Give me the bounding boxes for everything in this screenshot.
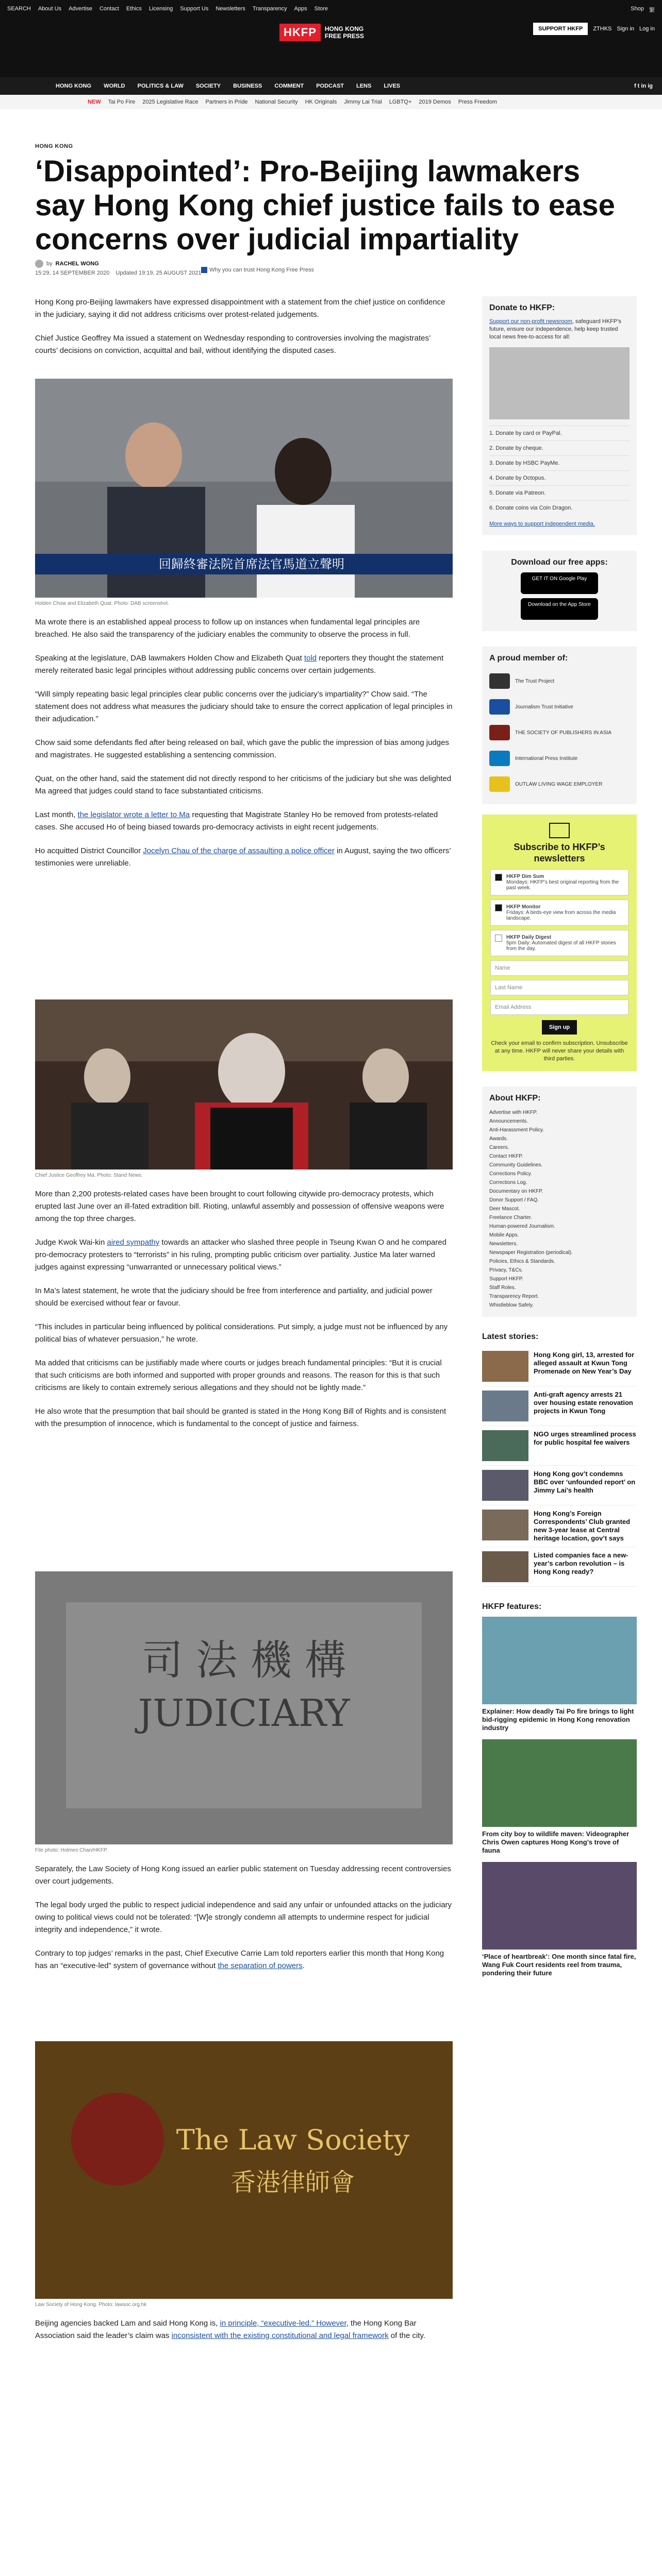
apps-card <box>482 551 637 631</box>
about-link[interactable]: Newspaper Registration (periodical). <box>489 1250 573 1256</box>
byline <box>35 260 201 276</box>
story-thumbnail[interactable] <box>482 1551 528 1582</box>
latest-stories <box>482 1332 637 1587</box>
about-link[interactable]: Corrections Policy. <box>489 1171 532 1177</box>
member-card <box>482 647 637 804</box>
feature-item[interactable] <box>482 1739 637 1855</box>
nav-item[interactable]: BUSINESS <box>233 83 262 89</box>
nav-item[interactable]: POLITICS & LAW <box>137 83 184 89</box>
story-thumbnail[interactable] <box>482 1470 528 1501</box>
paragraph: Hong Kong pro-Beijing lawmakers have expressed disappointment with a statement from the chief justice on confidence in the judiciary, saying it did not address criticisms over protest-related judgements. <box>35 298 445 319</box>
newsletter-title: Subscribe to HKFP’s newsletters <box>514 842 605 863</box>
about-link[interactable]: Support HKFP. <box>489 1276 523 1282</box>
about-card <box>482 1087 637 1317</box>
latest-story[interactable] <box>482 1505 637 1547</box>
donate-option[interactable]: 4. Donate by Octopus. <box>489 470 630 485</box>
trending-bar <box>0 95 662 109</box>
story-title[interactable]: Listed companies face a new-year’s carbon revolution – is Hong Kong ready? <box>534 1551 628 1575</box>
member-logo-icon <box>489 699 510 715</box>
executive-led-link[interactable]: in principle, “executive-led.” However <box>220 2319 346 2328</box>
newsletter-desc: Fridays: A birds-eye view from across the media landscape. <box>506 910 616 921</box>
member-item[interactable] <box>489 745 630 771</box>
nav-item[interactable]: COMMENT <box>274 83 304 89</box>
trending-item[interactable]: National Security <box>255 99 298 105</box>
shop-link[interactable]: Shop <box>631 6 644 12</box>
paragraph: Speaking at the legislature, DAB lawmakers Holden Chow and Elizabeth Quat told reporters they thought the statement merely reiterated basic legal principles without addressing public concerns over certain judgements. <box>35 654 444 675</box>
photo-caption-1: Holden Chow and Elizabeth Quat. Photo: DAB screenshot. <box>35 601 170 606</box>
sign-in-link[interactable]: Sign in <box>617 26 635 32</box>
newsletter-option[interactable] <box>490 900 628 926</box>
trust-link-label: Why you can trust Hong Kong Free Press <box>209 267 314 273</box>
about-link[interactable]: Contact HKFP. <box>489 1154 523 1159</box>
trending-item[interactable]: 2025 Legislative Race <box>142 99 198 105</box>
article-body-5 <box>35 2317 453 2353</box>
article-body-2 <box>35 616 453 881</box>
support-hkfp-button[interactable]: SUPPORT HKFP <box>533 23 588 35</box>
language-switch[interactable]: 繁 <box>649 7 655 13</box>
about-link[interactable]: Transparency Report. <box>489 1294 539 1299</box>
feature-title[interactable]: Explainer: How deadly Tai Po fire brings to light bid-rigging epidemic in Hong Kong renovation industry <box>482 1707 634 1732</box>
latest-story[interactable] <box>482 1466 637 1505</box>
paragraph: Contrary to top judges’ remarks in the past, Chief Executive Carrie Lam told reporters earlier this month that Hong Kong has an “executive-led” system of governance without the separation of powers. <box>35 1949 444 1970</box>
donate-option[interactable]: 5. Donate via Patreon. <box>489 485 630 500</box>
nav-item[interactable]: LIVES <box>384 83 401 89</box>
about-link[interactable]: Documentary on HKFP. <box>489 1189 543 1194</box>
donate-card: Donate to HKFP: Support our non-profit newsroom, safeguard HKFP’s future, ensure our independence, help keep trusted local news free-to-access for all: 1. Donate by card or PayPal. 2. Donate by cheque. 3. Donate by HSBC PayMe. 4. Donate by Octopus. 5. Donate via Patreon. 6. Donate coins via Coin Dragon. More ways to support independent media. <box>482 296 637 535</box>
paragraph: “Will simply repeating basic legal principles clear public concerns over the judiciary’s impartiality?” Chow said. “The statement does not address what measures the judiciary should take to ensure the correct application of legal principles in their adjudication.” <box>35 690 453 723</box>
paragraph: “This includes in particular being influenced by political considerations. Put simply, a judge must not be influenced by any political bias of whatever persuasion,” he wrote. <box>35 1323 448 1344</box>
more-ways-link[interactable]: More ways to support independent media. <box>489 521 595 527</box>
paragraph: Ho acquitted District Councillor Jocelyn Chau of the charge of assaulting a police officer in August, saying the two officers’ testimonies were unreliable. <box>35 846 451 868</box>
paragraph: Ma added that criticisms can be justifiably made where courts or judges breach fundamental principles: “But it is crucial that such criticisms are both informed and supported with proper grounds and reasons. The reason for this is that such criticisms are likely to contain extremely serious allegations and they should not be lightly made.” <box>35 1359 442 1392</box>
logo-name-line1: HONG KONG <box>324 25 364 32</box>
told-link[interactable]: told <box>304 654 317 663</box>
checkbox[interactable] <box>495 935 502 942</box>
paragraph: More than 2,200 protests-related cases have been brought to court following citywide pro-democracy protests, which erupted last June over an ill-fated extradition bill. Rioting, unlawful assembly and possession of offensive weapons were among the top three charges. <box>35 1190 444 1223</box>
member-name: The Trust Project <box>515 678 555 684</box>
trending-item[interactable]: Jimmy Lai Trial <box>344 99 382 105</box>
about-title: About HKFP: <box>489 1094 541 1103</box>
topbar-link[interactable]: Store <box>314 6 328 12</box>
member-item[interactable] <box>489 720 630 745</box>
topbar-link[interactable]: Ethics <box>126 6 142 12</box>
photo-caption-4: Law Society of Hong Kong. Photo: lawsoc.org.hk <box>35 2302 147 2308</box>
sympathy-link[interactable]: aired sympathy <box>107 1238 160 1247</box>
trending-item[interactable]: LGBTQ+ <box>389 99 412 105</box>
member-item[interactable] <box>489 694 630 720</box>
checkbox[interactable] <box>495 904 502 911</box>
topbar-link[interactable]: SEARCH <box>7 6 31 12</box>
story-title[interactable]: Hong Kong’s Foreign Correspondents’ Club granted new 3-year lease at Central heritage location, gov’t says <box>534 1510 631 1542</box>
masthead <box>0 18 662 77</box>
paragraph: In Ma’s latest statement, he wrote that the judiciary should be free from interference and partiality, and judicial power should be exercised without fear or favour. <box>35 1286 433 1308</box>
about-link[interactable]: Awards. <box>489 1136 508 1142</box>
feature-image[interactable] <box>482 1862 637 1950</box>
story-thumbnail[interactable] <box>482 1510 528 1540</box>
about-link[interactable]: Whistleblow Safely. <box>489 1302 534 1308</box>
donate-option[interactable]: 6. Donate coins via Coin Dragon. <box>489 500 630 515</box>
about-link[interactable]: Newsletters. <box>489 1241 518 1247</box>
feature-image[interactable] <box>482 1739 637 1827</box>
checkbox[interactable] <box>495 874 502 881</box>
account-link[interactable]: Log in <box>639 26 655 32</box>
latest-story[interactable] <box>482 1426 637 1466</box>
nav-item[interactable]: LENS <box>356 83 372 89</box>
newsletter-input[interactable]: Email Address <box>490 999 628 1015</box>
separation-link[interactable]: the separation of powers <box>218 1961 303 1970</box>
newsletter-name: HKFP Dim Sum <box>506 874 544 879</box>
paragraph: The legal body urged the public to respect judicial independence and said any unfair or unfounded attacks on the judiciary owing to political views could not be tolerated: “[W]e strongly condemn all attempts to undermine respect for judicial integrity and independence,” it wrote. <box>35 1901 452 1934</box>
member-name: OUTLAW LIVING WAGE EMPLOYER <box>515 781 603 787</box>
language-selector[interactable]: ZTHKS <box>593 26 612 32</box>
feature-title[interactable]: ‘Place of heartbreak’: One month since fatal fire, Wang Fuk Court residents reel from trauma, pondering their future <box>482 1953 636 1977</box>
newsletter-input[interactable]: Last Name <box>490 980 628 995</box>
judiciary-photo <box>35 1571 453 1844</box>
trending-item[interactable]: 2019 Demos <box>419 99 451 105</box>
article-title: ‘Disappointed’: Pro-Beijing lawmakers say Hong Kong chief justice fails to ease concerns over judicial impartiality <box>35 155 615 256</box>
member-logo-icon <box>489 673 510 689</box>
member-item[interactable] <box>489 668 630 694</box>
about-link[interactable]: Careers. <box>489 1145 509 1150</box>
article-photo-2[interactable] <box>35 999 453 1170</box>
photo1-banner: 回歸終審法院首席法官馬道立聲明 <box>159 557 344 571</box>
article-body-4 <box>35 1863 453 1984</box>
trending-label: NEW <box>88 99 101 105</box>
logo-name-line2: FREE PRESS <box>324 32 364 40</box>
apps-title: Download our free apps: <box>511 558 608 567</box>
nav-item[interactable]: SOCIETY <box>195 83 221 89</box>
feature-title[interactable]: From city boy to wildlife maven: Videographer Chris Owen captures Hong Kong’s trove of fauna <box>482 1830 630 1854</box>
svg-text:香港律師會: 香港律師會 <box>230 2168 355 2197</box>
trending-item[interactable]: Partners in Pride <box>205 99 248 105</box>
latest-story[interactable] <box>482 1386 637 1426</box>
feature-item[interactable] <box>482 1862 637 1977</box>
topbar-link[interactable]: About Us <box>38 6 62 12</box>
member-item[interactable] <box>489 771 630 797</box>
newsletter-input[interactable]: Name <box>490 960 628 976</box>
newsletter-signup <box>482 815 637 1071</box>
paragraph: Chow said some defendants fled after being released on bail, which gave the public the impression of bias among judges and magistrates. He suggested establishing a sentencing commission. <box>35 738 449 759</box>
chau-link[interactable]: Jocelyn Chau of the charge of assaulting a police officer <box>143 846 335 855</box>
svg-text:司 法 機 構: 司 法 機 構 <box>141 1636 346 1684</box>
about-link[interactable]: Staff Roles. <box>489 1285 516 1291</box>
trending-item[interactable]: Tai Po Fire <box>108 99 136 105</box>
about-link[interactable]: Mobile Apps. <box>489 1232 519 1238</box>
law-society-sign: The Law Society <box>176 2124 410 2156</box>
trust-icon <box>201 267 207 273</box>
story-thumbnail[interactable] <box>482 1430 528 1461</box>
story-thumbnail[interactable] <box>482 1351 528 1382</box>
story-title[interactable]: Hong Kong gov’t condemns BBC over ‘unfounded report’ on Jimmy Lai’s health <box>534 1470 636 1494</box>
paragraph: Quat, on the other hand, said the statement did not directly respond to her criticisms of the judiciary but she was delighted Ma agreed that judges could stand to face substantiated criticisms. <box>35 774 452 795</box>
newsletter-icon <box>549 823 570 838</box>
latest-story[interactable] <box>482 1547 637 1587</box>
article-body-1 <box>35 296 453 368</box>
about-link[interactable]: Advertise with HKFP. <box>489 1110 538 1115</box>
judiciary-sign: JUDICIARY <box>138 1691 350 1735</box>
top-utility-bar <box>0 0 662 18</box>
paragraph: Beijing agencies backed Lam and said Hong Kong is, in principle, “executive-led.” However, the Hong Kong Bar Association said the leader’s claim was inconsistent with the existing constitutional and legal framework of the city. <box>35 2319 426 2340</box>
published-date: 15:29, 14 SEPTEMBER 2020 <box>35 270 110 276</box>
donate-option[interactable]: 3. Donate by HSBC PayMe. <box>489 455 630 470</box>
sign-up-button[interactable]: Sign up <box>542 1020 577 1035</box>
chief-justice-photo <box>35 999 453 1170</box>
article-photo-1[interactable] <box>35 379 453 598</box>
donate-option[interactable]: 2. Donate by cheque. <box>489 440 630 455</box>
hkfp-logo[interactable] <box>279 24 364 41</box>
topbar-link[interactable]: Licensing <box>148 6 173 12</box>
updated-date: Updated 19:19, 25 AUGUST 2021 <box>115 270 202 276</box>
newsletter-option[interactable] <box>490 930 628 956</box>
donate-option[interactable]: 1. Donate by card or PayPal. <box>489 426 630 440</box>
paragraph: Separately, the Law Society of Hong Kong issued an earlier public statement on Tuesday addressing recent controversies over court judgements. <box>35 1865 451 1886</box>
paragraph: Chief Justice Geoffrey Ma issued a statement on Wednesday responding to controversies involving the magistrates’ courts’ decisions on conviction, acquittal and bail, without identifying the disputed cases. <box>35 334 431 355</box>
article-body-3 <box>35 1188 453 1442</box>
donate-image <box>489 347 630 419</box>
author-avatar <box>35 260 43 268</box>
about-link[interactable]: Donor Support / FAQ. <box>489 1197 539 1203</box>
paragraph: Last month, the legislator wrote a letter to Ma requesting that Magistrate Stanley Ho be removed from protests-related cases. She accused Ho of being biased towards pro-democracy activists in eight recent judgements. <box>35 810 438 832</box>
about-link[interactable]: Anti-Harassment Policy. <box>489 1127 544 1133</box>
member-logo-icon <box>489 751 510 766</box>
bar-association-link[interactable]: inconsistent with the existing constitutional and legal framework <box>171 2331 389 2340</box>
latest-title: Latest stories: <box>482 1332 539 1341</box>
topbar-link[interactable]: Newsletters <box>216 6 245 12</box>
author-name[interactable]: RACHEL WONG <box>55 261 99 267</box>
story-title[interactable]: Anti-graft agency arrests 21 over housing estate renovation projects in Kwun Tong <box>534 1391 633 1415</box>
member-name: International Press Institute <box>515 755 578 761</box>
paragraph: Ma wrote there is an established appeal process to follow up on instances when fundamental legal principles are breached. He also said the transparency of the judiciary enables the community to observe the process in full. <box>35 618 420 639</box>
feature-item[interactable] <box>482 1617 637 1732</box>
paragraph: He also wrote that the presumption that bail should be granted is stated in the Hong Kong Bill of Rights and is consistent with the presumption of innocence, which is fundamental to the concept of justice and fairness. <box>35 1407 446 1428</box>
nav-item[interactable]: HONG KONG <box>56 83 92 89</box>
member-name: Journalism Trust Initiative <box>515 704 573 710</box>
about-link[interactable]: Freelance Charter. <box>489 1215 532 1221</box>
nav-item[interactable]: WORLD <box>104 83 125 89</box>
trending-item[interactable]: HK Originals <box>305 99 337 105</box>
about-link[interactable]: Privacy, T&Cs. <box>489 1267 523 1273</box>
app-store-button[interactable]: Download on the App Store <box>521 598 598 620</box>
support-newsroom-link[interactable]: Support our non-profit newsroom <box>489 318 572 325</box>
google-play-button[interactable]: GET IT ON Google Play <box>521 572 598 594</box>
newsletter-desc: 5pm Daily: Automated digest of all HKFP stories from the day. <box>506 940 616 952</box>
member-title: A proud member of: <box>489 654 568 663</box>
story-title[interactable]: NGO urges streamlined process for public hospital fee waivers <box>534 1430 636 1446</box>
author-prefix: by <box>46 261 53 267</box>
paragraph: Judge Kwok Wai-kin aired sympathy towards an attacker who slashed three people in Tseung Kwan O and he compared pro-democracy protesters to “terrorists” in his ruling, prompting public criticism over partiality. Justice Ma later warned judges against expressing “unwarranted or unnecessary political views.” <box>35 1238 446 1272</box>
topbar-link[interactable]: Contact <box>99 6 119 12</box>
logo-mark: HKFP <box>279 24 321 41</box>
trust-link[interactable] <box>201 267 314 273</box>
section-label[interactable]: HONG KONG <box>35 143 73 149</box>
newsletter-option[interactable] <box>490 869 628 895</box>
story-title[interactable]: Hong Kong girl, 13, arrested for alleged assault at Kwun Tong Promenade on New Year’s Day <box>534 1351 635 1375</box>
about-link[interactable]: Announcements. <box>489 1118 528 1124</box>
newsletter-name: HKFP Monitor <box>506 904 541 910</box>
newsletter-name: HKFP Daily Digest <box>506 935 552 940</box>
member-logo-icon <box>489 725 510 740</box>
latest-story[interactable] <box>482 1347 637 1386</box>
topbar-link[interactable]: Apps <box>294 6 307 12</box>
article-photo-3[interactable] <box>35 1571 453 1844</box>
member-logo-icon <box>489 776 510 792</box>
about-link[interactable]: Community Guidelines. <box>489 1162 543 1168</box>
letter-link[interactable]: the legislator wrote a letter to Ma <box>77 810 190 819</box>
features-title: HKFP features: <box>482 1602 542 1611</box>
photo-caption-2: Chief Justice Geoffrey Ma. Photo: Stand News. <box>35 1173 143 1178</box>
hkfp-features <box>482 1602 637 1977</box>
donate-title: Donate to HKFP: <box>489 303 555 312</box>
lawmakers-photo <box>35 379 453 598</box>
nav-item[interactable]: PODCAST <box>316 83 344 89</box>
sidebar <box>482 296 637 1985</box>
story-thumbnail[interactable] <box>482 1391 528 1421</box>
about-link[interactable]: Corrections Log. <box>489 1180 527 1185</box>
about-link[interactable]: Policies, Ethics & Standards. <box>489 1259 555 1264</box>
topbar-link[interactable]: Support Us <box>180 6 209 12</box>
feature-image[interactable] <box>482 1617 637 1704</box>
social-icons[interactable]: f t in ig <box>634 83 653 89</box>
photo-caption-3: File photo: Holmes Chan/HKFP. <box>35 1848 108 1853</box>
newsletter-desc: Mondays: HKFP’s best original reporting from the past week. <box>506 879 619 891</box>
newsletter-note: Check your email to confirm subscription. Unsubscribe at any time. HKFP will never share your details with third parties. <box>491 1040 628 1062</box>
about-link[interactable]: Human-powered Journalism. <box>489 1224 555 1229</box>
member-name: THE SOCIETY OF PUBLISHERS IN ASIA <box>515 730 612 736</box>
main-nav <box>0 77 662 95</box>
law-society-photo <box>35 2041 453 2299</box>
topbar-link[interactable]: Transparency <box>252 6 287 12</box>
article-photo-4[interactable] <box>35 2041 453 2299</box>
about-link[interactable]: Deer Mascot. <box>489 1206 520 1212</box>
topbar-link[interactable]: Advertise <box>69 6 92 12</box>
trending-item[interactable]: Press Freedom <box>458 99 497 105</box>
